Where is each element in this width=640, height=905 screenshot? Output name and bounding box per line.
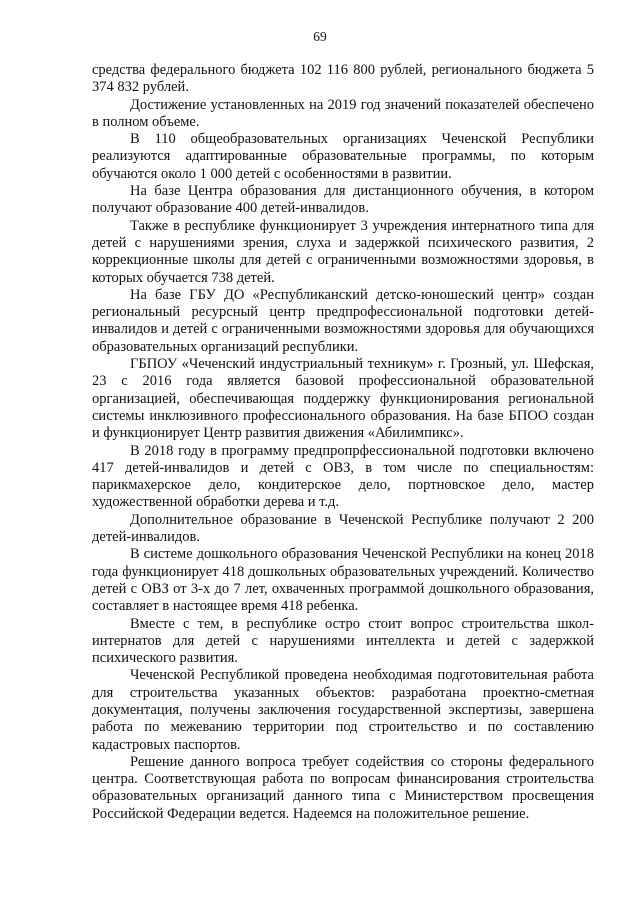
paragraph: Решение данного вопроса требует содействия со стороны федерального центра. Соответствующая работа по вопросам финансирования строительства образовательных организаций данного типа с Министерством просвещения Российской Федерации ведется. Надеемся на положительное решение. (92, 753, 594, 822)
paragraph: В 2018 году в программу предпропрфессиональной подготовки включено 417 детей-инвалидов и детей с ОВЗ, в том числе по специальностям: парикмахерское дело, кондитерское дело, портновское дело, мастер художественной обработки дерева и т.д. (92, 442, 594, 511)
paragraph: В системе дошкольного образования Чеченской Республики на конец 2018 года функционирует 418 дошкольных образовательных учреждений. Количество детей с ОВЗ от 3-х до 7 лет, охваченных программой дошкольного образования, составляет в настоящее время 418 ребенка. (92, 546, 594, 615)
paragraph: Также в республике функционирует 3 учреждения интернатного типа для детей с нарушениями зрения, слуха и задержкой психического развития, 2 коррекционные школы для детей с ограниченными возможностями здоровья, в которых обучается 738 детей. (92, 217, 594, 286)
paragraph: На базе Центра образования для дистанционного обучения, в котором получают образование 400 детей-инвалидов. (92, 183, 594, 217)
paragraph: В 110 общеобразовательных организациях Чеченской Республики реализуются адаптированные образовательные программы, по которым обучаются около 1 000 детей с особенностями в развитии. (92, 131, 594, 182)
page-number: 69 (313, 29, 327, 44)
paragraph: Достижение установленных на 2019 год значений показателей обеспечено в полном объеме. (92, 96, 594, 130)
paragraph: средства федерального бюджета 102 116 800 рублей, регионального бюджета 5 374 832 рублей. (92, 62, 594, 96)
paragraph: На базе ГБУ ДО «Республиканский детско-юношеский центр» создан региональный ресурсный центр предпрофессиональной подготовки детей-инвалидов и детей с ограниченными возможностями здоровья для обучающихся образовательных организаций республики. (92, 286, 594, 355)
paragraph: Дополнительное образование в Чеченской Республике получают 2 200 детей-инвалидов. (92, 511, 594, 546)
body-text (92, 62, 594, 823)
paragraph: Вместе с тем, в республике остро стоит вопрос строительства школ-интернатов для детей с нарушениями интеллекта и детей с задержкой психического развития. (92, 615, 594, 667)
paragraph: ГБПОУ «Чеченский индустриальный техникум» г. Грозный, ул. Шефская, 23 с 2016 года является базовой профессиональной образовательной организацией, обеспечивающая поддержку функционирования региональной системы инклюзивного профессионального образования. На базе БПОО создан и функционирует Центр развития движения «Абилимпикс». (92, 356, 594, 442)
paragraph: Чеченской Республикой проведена необходимая подготовительная работа для строительства указанных объектов: разработана проектно-сметная документация, получены заключения государственной экспертизы, завершена работа по межеванию территории под строительство и по составлению кадастровых паспортов. (92, 667, 594, 753)
